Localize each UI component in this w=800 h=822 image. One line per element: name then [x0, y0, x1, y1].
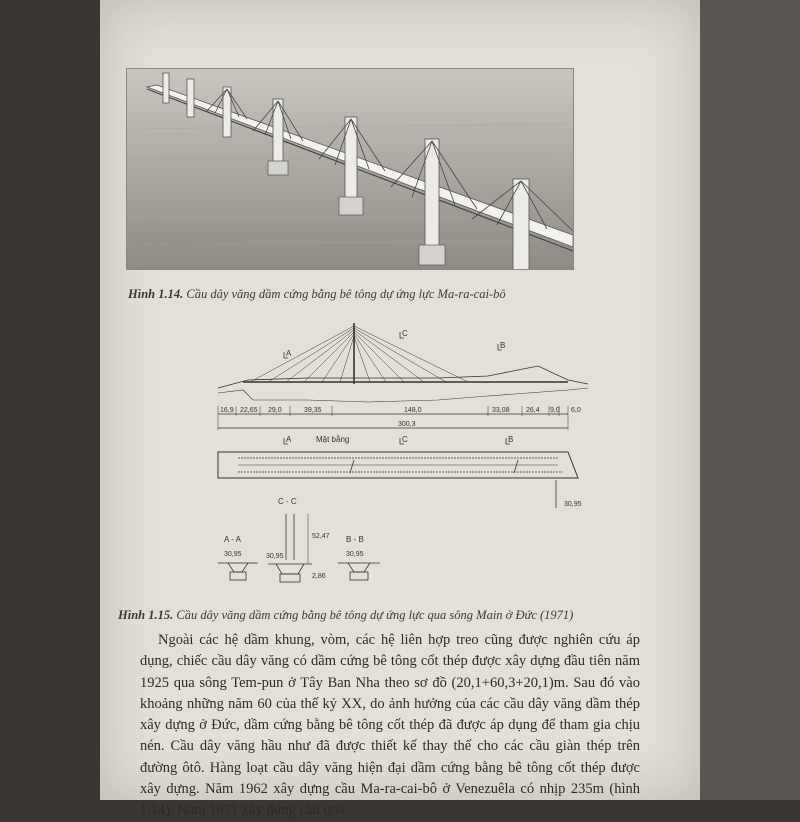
- plan-section-c: C: [402, 435, 408, 444]
- section-b-label: B: [500, 341, 506, 350]
- figure-1-15-caption: [118, 608, 573, 623]
- section-aa-title: A - A: [224, 535, 241, 544]
- section-cc-width: 30,95: [266, 553, 284, 560]
- section-cc-height: 52,47: [312, 533, 330, 540]
- plan-section-b: B: [508, 435, 514, 444]
- bridge-technical-drawing: [108, 318, 600, 596]
- dim-6: 33,08: [492, 407, 510, 414]
- section-bb-title: B - B: [346, 535, 364, 544]
- plan-width: 30,95: [564, 501, 582, 508]
- dim-4: 39,35: [304, 407, 322, 414]
- section-aa-width: 30,95: [224, 551, 242, 558]
- bridge-photo: [126, 68, 574, 270]
- figure-label: Hình 1.14.: [128, 287, 184, 301]
- dim-5: 148,0: [404, 407, 422, 414]
- body-text: [140, 630, 640, 822]
- section-bb-width: 30,95: [346, 551, 364, 558]
- dim-8: 9,0: [550, 407, 560, 414]
- paragraph: Ngoài các hệ dầm khung, vòm, các hệ liên hợp treo cũng được nghiên cứu áp dụng, chiếc cầu dây văng có dầm cứng bê tông cốt thép được xây dựng đầu tiên năm 1925 qua sông Tem-pun ở Tây Ban Nha theo sơ đồ (20,1+60,3+20,1)m. Sau đó vào khoảng những năm 60 của thế kỷ XX, do ảnh hưởng của các cầu dây văng dầm thép xây dựng ở Đức, dầm cứng bằng bê tông cốt thép đã được áp dụng để tham gia chịu nén. Cầu dây văng hầu như đã được thiết kế thay thế cho các cầu giàn thép trên đường ôtô. Hàng loạt cầu dây văng hiện đại dầm cứng bằng bê tông cốt thép được xây dựng. Năm 1962 xây dựng cầu Ma-ra-cai-bô ở Venezuêla có nhịp 235m (hình 1.14). Năm 1971 xây dựng cầu qua: [140, 632, 640, 819]
- facing-page: [700, 0, 800, 800]
- dim-9: 6,0: [571, 407, 581, 414]
- dim-7: 26,4: [526, 407, 540, 414]
- section-c-label: C: [402, 329, 408, 338]
- figure-caption-text: Cầu dây văng dầm cứng bằng bê tông dự ứng lực qua sông Main ở Đức (1971): [176, 608, 574, 622]
- dim-3: 29,0: [268, 407, 282, 414]
- dim-2: 22,65: [240, 407, 258, 414]
- figure-label: Hình 1.15.: [118, 608, 174, 622]
- total-dim: 300,3: [398, 421, 416, 428]
- plan-label: Mặt bằng: [316, 435, 350, 444]
- section-cc-depth: 2,86: [312, 573, 326, 580]
- figure-caption-text: Cầu dây văng dầm cứng bằng bê tông dự ứng lực Ma-ra-cai-bô: [186, 287, 506, 301]
- figure-1-14-caption: [128, 287, 506, 302]
- section-a-label: A: [286, 349, 292, 358]
- plan-section-a: A: [286, 435, 292, 444]
- section-cc-title: C - C: [278, 497, 297, 506]
- dim-1: 16,9: [220, 407, 234, 414]
